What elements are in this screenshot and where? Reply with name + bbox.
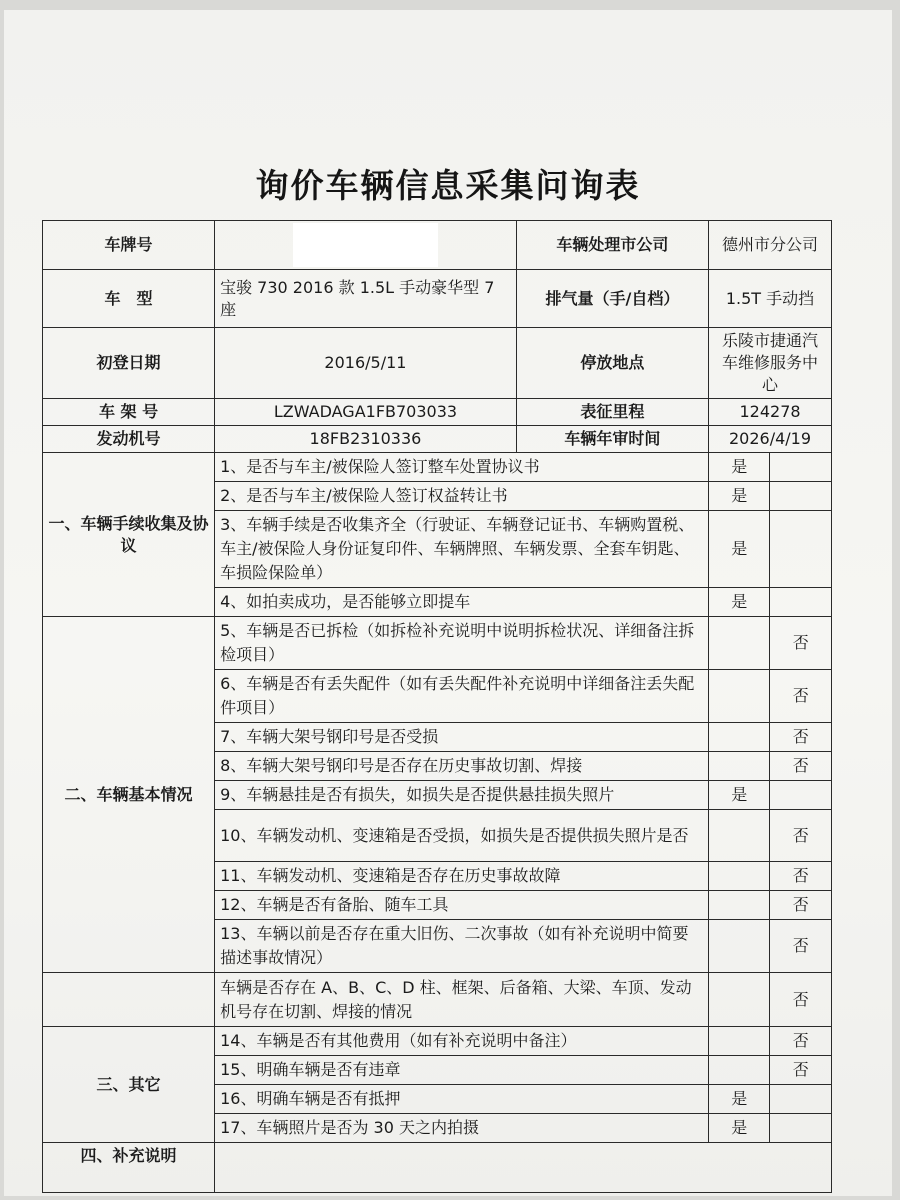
row-reg-date <box>43 328 832 399</box>
question-text: 车辆是否存在 A、B、C、D 柱、框架、后备箱、大梁、车顶、发动机号存在切割、焊接的情况 <box>215 973 709 1027</box>
answer-yes: 是 <box>709 588 770 617</box>
inspection-value: 2026/4/19 <box>709 426 832 453</box>
answer-yes <box>709 920 770 973</box>
engine-label: 发动机号 <box>43 426 215 453</box>
question-text: 13、车辆以前是否存在重大旧伤、二次事故（如有补充说明中简要描述事故情况） <box>215 920 709 973</box>
answer-yes <box>709 891 770 920</box>
question-text: 10、车辆发动机、变速箱是否受损，如损失是否提供损失照片是否 <box>215 810 709 862</box>
reg-date-label: 初登日期 <box>43 328 215 399</box>
answer-yes: 是 <box>709 1114 770 1143</box>
answer-yes <box>709 617 770 670</box>
question-text: 11、车辆发动机、变速箱是否存在历史事故故障 <box>215 862 709 891</box>
question-text: 3、车辆手续是否收集齐全（行驶证、车辆登记证书、车辆购置税、车主/被保险人身份证复印件、车辆牌照、车辆发票、全套车钥匙、车损险保险单） <box>215 511 709 588</box>
question-text: 1、是否与车主/被保险人签订整车处置协议书 <box>215 453 709 482</box>
supplement-row <box>43 1143 832 1193</box>
answer-no: 否 <box>770 752 832 781</box>
section-2-heading: 二、车辆基本情况 <box>43 617 215 973</box>
model-value: 宝骏 730 2016 款 1.5L 手动豪华型 7 座 <box>215 270 517 328</box>
question-row <box>43 1027 832 1056</box>
section-3-heading: 三、其它 <box>43 1027 215 1143</box>
answer-no <box>770 588 832 617</box>
inquiry-form-table <box>42 220 832 1193</box>
answer-yes: 是 <box>709 453 770 482</box>
answer-yes <box>709 752 770 781</box>
question-text: 6、车辆是否有丢失配件（如有丢失配件补充说明中详细备注丢失配件项目） <box>215 670 709 723</box>
reg-date-value: 2016/5/11 <box>215 328 517 399</box>
paper-sheet <box>4 10 892 1196</box>
mileage-label: 表征里程 <box>516 399 708 426</box>
answer-no <box>770 453 832 482</box>
displacement-value: 1.5T 手动挡 <box>709 270 832 328</box>
answer-yes: 是 <box>709 511 770 588</box>
redaction-block <box>293 223 438 267</box>
company-label: 车辆处理市公司 <box>516 221 708 270</box>
row-engine <box>43 426 832 453</box>
answer-yes: 是 <box>709 1085 770 1114</box>
vin-value: LZWADAGA1FB703033 <box>215 399 517 426</box>
vin-label: 车 架 号 <box>43 399 215 426</box>
answer-no <box>770 781 832 810</box>
answer-no: 否 <box>770 723 832 752</box>
answer-no: 否 <box>770 810 832 862</box>
answer-no: 否 <box>770 973 832 1027</box>
displacement-label: 排气量（手/自档） <box>516 270 708 328</box>
answer-no <box>770 1114 832 1143</box>
answer-yes <box>709 1056 770 1085</box>
answer-yes <box>709 810 770 862</box>
question-text: 5、车辆是否已拆检（如拆检补充说明中说明拆检状况、详细备注拆检项目） <box>215 617 709 670</box>
supplement-content <box>215 1143 832 1193</box>
answer-no: 否 <box>770 891 832 920</box>
question-text: 7、车辆大架号钢印号是否受损 <box>215 723 709 752</box>
question-text: 16、明确车辆是否有抵押 <box>215 1085 709 1114</box>
answer-yes <box>709 862 770 891</box>
question-text: 15、明确车辆是否有违章 <box>215 1056 709 1085</box>
answer-yes: 是 <box>709 482 770 511</box>
answer-no <box>770 511 832 588</box>
question-text: 2、是否与车主/被保险人签订权益转让书 <box>215 482 709 511</box>
form-title: 询价车辆信息采集问询表 <box>255 166 641 205</box>
model-label: 车 型 <box>43 270 215 328</box>
answer-yes <box>709 973 770 1027</box>
location-label: 停放地点 <box>516 328 708 399</box>
section-4-heading: 四、补充说明 <box>43 1143 215 1193</box>
section-1-heading: 一、车辆手续收集及协议 <box>43 453 215 617</box>
answer-no <box>770 1085 832 1114</box>
answer-no: 否 <box>770 1056 832 1085</box>
question-row <box>43 453 832 482</box>
answer-no <box>770 482 832 511</box>
question-text: 4、如拍卖成功，是否能够立即提车 <box>215 588 709 617</box>
answer-yes <box>709 670 770 723</box>
row-vin <box>43 399 832 426</box>
question-text: 14、车辆是否有其他费用（如有补充说明中备注） <box>215 1027 709 1056</box>
answer-no: 否 <box>770 1027 832 1056</box>
question-text: 9、车辆悬挂是否有损失，如损失是否提供悬挂损失照片 <box>215 781 709 810</box>
answer-yes <box>709 723 770 752</box>
blank-section-cell <box>43 973 215 1027</box>
question-row <box>43 617 832 670</box>
location-value: 乐陵市捷通汽车维修服务中心 <box>709 328 832 399</box>
engine-value: 18FB2310336 <box>215 426 517 453</box>
answer-no: 否 <box>770 670 832 723</box>
row-model <box>43 270 832 328</box>
answer-yes <box>709 1027 770 1056</box>
company-value: 德州市分公司 <box>709 221 832 270</box>
inspection-label: 车辆年审时间 <box>516 426 708 453</box>
answer-yes: 是 <box>709 781 770 810</box>
question-text: 12、车辆是否有备胎、随车工具 <box>215 891 709 920</box>
question-text: 17、车辆照片是否为 30 天之内拍摄 <box>215 1114 709 1143</box>
plate-label: 车牌号 <box>43 221 215 270</box>
question-row <box>43 973 832 1027</box>
plate-value-cell <box>215 221 517 270</box>
answer-no: 否 <box>770 920 832 973</box>
answer-no: 否 <box>770 862 832 891</box>
mileage-value: 124278 <box>709 399 832 426</box>
row-plate <box>43 221 832 270</box>
answer-no: 否 <box>770 617 832 670</box>
question-text: 8、车辆大架号钢印号是否存在历史事故切割、焊接 <box>215 752 709 781</box>
